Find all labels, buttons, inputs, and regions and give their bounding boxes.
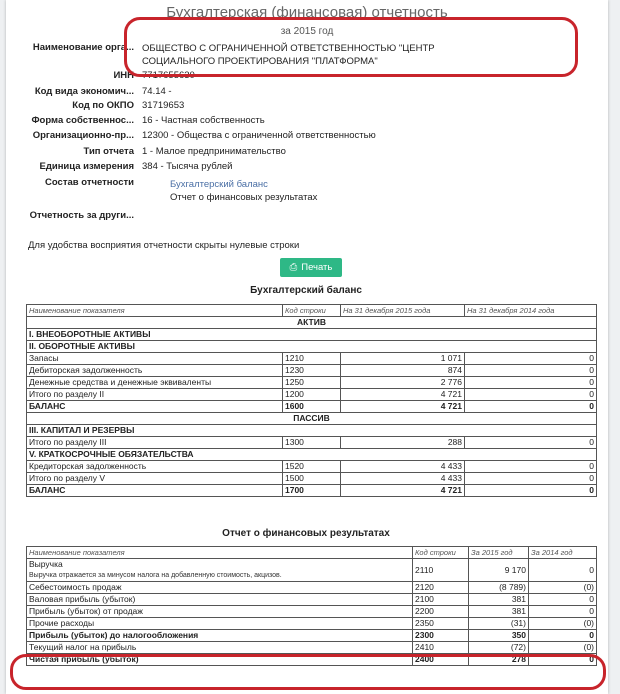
row-value-previous: 0	[529, 630, 597, 642]
table-row	[27, 449, 597, 461]
row-value-current: 278	[469, 654, 529, 666]
subsection-heading: I. ВНЕОБОРОТНЫЕ АКТИВЫ	[27, 329, 597, 341]
info-value: 16 - Частная собственность	[142, 115, 265, 126]
row-code: 2100	[413, 594, 469, 606]
row-value-current: 381	[469, 594, 529, 606]
row-label: Итого по разделу II	[27, 389, 283, 401]
table-row	[27, 559, 597, 582]
table-row	[27, 401, 597, 413]
row-value-previous: 0	[465, 365, 597, 377]
row-label: Кредиторская задолженность	[27, 461, 283, 473]
table-row	[27, 341, 597, 353]
results-table	[26, 546, 597, 666]
page-title: Бухгалтерская (финансовая) отчетность	[166, 4, 448, 21]
row-value-previous: (0)	[529, 582, 597, 594]
row-code: 1250	[283, 377, 341, 389]
info-label: Отчетность за други...	[29, 210, 134, 221]
report-link-results[interactable]: Отчет о финансовых результатах	[170, 192, 318, 203]
row-label: Дебиторская задолженность	[27, 365, 283, 377]
table-row	[27, 582, 597, 594]
row-value-previous: 0	[465, 353, 597, 365]
row-value-current: 1 071	[341, 353, 465, 365]
table-row	[27, 606, 597, 618]
info-value: 7717655630	[142, 70, 195, 81]
row-code: 1300	[283, 437, 341, 449]
row-label: Итого по разделу V	[27, 473, 283, 485]
row-value-previous: 0	[465, 437, 597, 449]
balance-header-row	[27, 305, 597, 317]
info-label: Единица измерения	[39, 161, 134, 172]
row-value-2015: 9 170	[469, 559, 529, 582]
info-value: 74.14 -	[142, 86, 172, 97]
row-label	[27, 559, 413, 582]
info-value: 31719653	[142, 100, 185, 111]
row-label: Валовая прибыль (убыток)	[27, 594, 413, 606]
row-label: Запасы	[27, 353, 283, 365]
row-code: 2400	[413, 654, 469, 666]
info-label: Тип отчета	[83, 146, 134, 157]
row-code: 2120	[413, 582, 469, 594]
balance-table	[26, 304, 597, 497]
row-label: Прочие расходы	[27, 618, 413, 630]
row-label: Итого по разделу III	[27, 437, 283, 449]
info-value: 12300 - Общества с ограниченной ответственностью	[142, 130, 376, 141]
table-row	[27, 329, 597, 341]
row-label: Прибыль (убыток) от продаж	[27, 606, 413, 618]
row-code: 1210	[283, 353, 341, 365]
row-value-current: 4 721	[341, 485, 465, 497]
table-row	[27, 473, 597, 485]
row-value-previous: (0)	[529, 642, 597, 654]
row-value-previous: 0	[529, 654, 597, 666]
row-value-current: 381	[469, 606, 529, 618]
info-label: Организационно-пр...	[32, 130, 134, 141]
subsection-heading: II. ОБОРОТНЫЕ АКТИВЫ	[27, 341, 597, 353]
printer-icon: ⎙	[289, 262, 298, 273]
row-code: 2410	[413, 642, 469, 654]
info-label: Код по ОКПО	[72, 100, 134, 111]
row-label: Текущий налог на прибыль	[27, 642, 413, 654]
report-page	[6, 0, 608, 694]
row-value-previous: 0	[465, 485, 597, 497]
results-header-row	[27, 547, 597, 559]
row-value-current: 4 721	[341, 401, 465, 413]
info-label: Наименование орга...	[32, 42, 134, 53]
row-code: 1600	[283, 401, 341, 413]
row-label: БАЛАНС	[27, 485, 283, 497]
table-row	[27, 353, 597, 365]
row-value-current: 4 433	[341, 461, 465, 473]
section-heading: ПАССИВ	[27, 413, 597, 425]
row-value-2014: 0	[529, 559, 597, 582]
print-button[interactable]	[280, 258, 342, 277]
col-header: Наименование показателя	[27, 547, 413, 559]
col-header: За 2015 год	[469, 547, 529, 559]
row-value-previous: 0	[465, 473, 597, 485]
row-label: Денежные средства и денежные эквиваленты	[27, 377, 283, 389]
report-links	[170, 178, 317, 204]
row-label: Себестоимость продаж	[27, 582, 413, 594]
row-value-current: (31)	[469, 618, 529, 630]
row-code: 1700	[283, 485, 341, 497]
report-year: за 2015 год	[280, 26, 334, 37]
col-header: На 31 декабря 2015 года	[341, 305, 465, 317]
revenue-label: Выручка	[29, 559, 63, 569]
table-row	[27, 461, 597, 473]
info-label: ИНН	[113, 70, 134, 81]
table-row	[27, 425, 597, 437]
row-value-current: 2 776	[341, 377, 465, 389]
row-value-previous: 0	[465, 461, 597, 473]
row-code: 1520	[283, 461, 341, 473]
row-value-previous: (0)	[529, 618, 597, 630]
table-row	[27, 618, 597, 630]
col-header: На 31 декабря 2014 года	[465, 305, 597, 317]
section-heading: АКТИВ	[27, 317, 597, 329]
row-value-current: 4 721	[341, 389, 465, 401]
revenue-note: Выручка отражается за минусом налога на добавленную стоимость, акцизов.	[29, 572, 282, 579]
col-header: Наименование показателя	[27, 305, 283, 317]
table-row	[27, 594, 597, 606]
results-title: Отчет о финансовых результатах	[222, 528, 390, 539]
row-code: 2350	[413, 618, 469, 630]
row-code: 2200	[413, 606, 469, 618]
subsection-heading: V. КРАТКОСРОЧНЫЕ ОБЯЗАТЕЛЬСТВА	[27, 449, 597, 461]
info-label: Состав отчетности	[45, 177, 134, 188]
row-code: 1500	[283, 473, 341, 485]
row-value-previous: 0	[529, 606, 597, 618]
table-row	[27, 365, 597, 377]
row-code: 2110	[413, 559, 469, 582]
table-row	[27, 654, 597, 666]
row-label: БАЛАНС	[27, 401, 283, 413]
table-row	[27, 389, 597, 401]
col-header: За 2014 год	[529, 547, 597, 559]
balance-title: Бухгалтерский баланс	[250, 285, 362, 296]
info-value: ОБЩЕСТВО С ОГРАНИЧЕННОЙ ОТВЕТСТВЕННОСТЬЮ "ЦЕНТР СОЦИАЛЬНОГО ПРОЕКТИРОВАНИЯ "ПЛАТФОРМА"	[142, 43, 435, 67]
table-row	[27, 377, 597, 389]
info-label: Код вида экономич...	[34, 86, 134, 97]
row-value-current: (8 789)	[469, 582, 529, 594]
row-value-current: 874	[341, 365, 465, 377]
table-row	[27, 413, 597, 425]
row-value-previous: 0	[529, 594, 597, 606]
row-value-current: 4 433	[341, 473, 465, 485]
col-header: Код строки	[413, 547, 469, 559]
row-value-current: 350	[469, 630, 529, 642]
table-row	[27, 485, 597, 497]
row-code: 1230	[283, 365, 341, 377]
table-row	[27, 437, 597, 449]
table-row	[27, 630, 597, 642]
row-value-previous: 0	[465, 377, 597, 389]
subsection-heading: III. КАПИТАЛ И РЕЗЕРВЫ	[27, 425, 597, 437]
col-header: Код строки	[283, 305, 341, 317]
table-row	[27, 317, 597, 329]
info-label: Форма собственнос...	[31, 115, 134, 126]
info-value: 1 - Малое предпринимательство	[142, 146, 286, 157]
row-code: 2300	[413, 630, 469, 642]
row-label: Чистая прибыль (убыток)	[27, 654, 413, 666]
print-button-label: Печать	[301, 262, 333, 273]
report-link-balance[interactable]: Бухгалтерский баланс	[170, 179, 268, 190]
info-value: 384 - Тысяча рублей	[142, 161, 233, 172]
row-code: 1200	[283, 389, 341, 401]
table-row	[27, 642, 597, 654]
row-value-current: (72)	[469, 642, 529, 654]
row-value-current: 288	[341, 437, 465, 449]
row-value-previous: 0	[465, 401, 597, 413]
row-value-previous: 0	[465, 389, 597, 401]
hidden-rows-note: Для удобства восприятия отчетности скрыты нулевые строки	[28, 240, 300, 251]
row-label: Прибыль (убыток) до налогообложения	[27, 630, 413, 642]
